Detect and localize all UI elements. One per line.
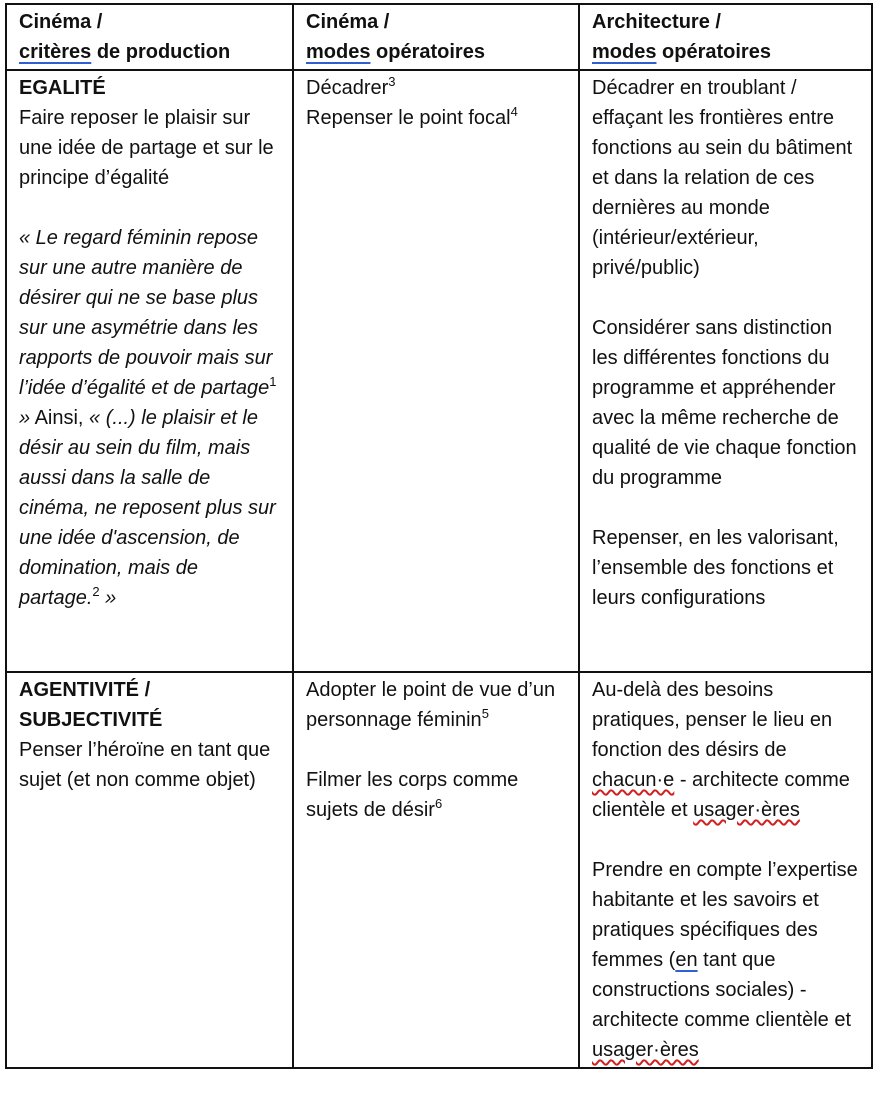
header-cinema-modes: Cinéma / modes opératoires bbox=[293, 4, 579, 70]
cell-egalite-criteria bbox=[6, 70, 293, 672]
spellcheck-word: chacun·e bbox=[592, 769, 675, 791]
cell-agentivite-cinema-modes: Adopter le point de vue d’un personnage féminin$^5$ Filmer les corps comme sujets de désir$^6$ bbox=[293, 672, 579, 1068]
footnote-ref: 2 bbox=[92, 584, 100, 599]
row-title: EGALITÉ bbox=[19, 77, 106, 99]
header-architecture-modes: Architecture / modes opératoires bbox=[579, 4, 872, 70]
grammar-word: en bbox=[675, 949, 698, 971]
underlined-word: modes bbox=[306, 41, 371, 63]
row-title: SUBJECTIVITÉ bbox=[19, 709, 163, 731]
paragraph: Repenser, en les valorisant, l’ensemble des fonctions et leurs configurations bbox=[592, 527, 839, 609]
footnote-ref: 4 bbox=[510, 104, 518, 119]
paragraph: Au-delà des besoins pratiques, penser le lieu en fonction des désirs de chacun·e - architecte comme clientèle et usager·ères bbox=[592, 679, 850, 821]
header-cinema-criteres: Cinéma / critères de production bbox=[6, 4, 293, 70]
footnote-ref: 3 bbox=[388, 74, 396, 89]
header-row bbox=[6, 4, 872, 70]
cell-egalite-architecture-modes bbox=[579, 70, 872, 672]
row-egalite bbox=[6, 70, 872, 672]
underlined-word: critères bbox=[19, 41, 92, 63]
row-agentivite bbox=[6, 672, 872, 1068]
row-title: AGENTIVITÉ / bbox=[19, 679, 151, 701]
footnote-ref: 1 bbox=[269, 374, 277, 389]
spellcheck-word: usager·ères bbox=[592, 1039, 699, 1061]
footnote-ref: 6 bbox=[434, 796, 443, 811]
cell-egalite-cinema-modes: Décadrer$^3$ Repenser le point focal$^4$ bbox=[293, 70, 579, 672]
cell-agentivite-criteria bbox=[6, 672, 293, 1068]
quote-block: « Le regard féminin repose sur une autre manière de désirer qui ne se base plus sur une asymétrie dans les rapports de pouvoir mais sur l’idée d’égalité et de partage$^1$ » Ainsi, « (...) le plaisir et le désir au sein du film, mais aussi dans la salle de cinéma, ne reposent plus sur une idée d'ascension, de domination, mais de partage.$^2$ » bbox=[19, 227, 277, 609]
spellcheck-word: usager·ères bbox=[693, 799, 800, 821]
paragraph: Considérer sans distinction les différentes fonctions du programme et appréhender avec la même recherche de qualité de vie chaque fonction du programme bbox=[592, 317, 857, 489]
underlined-word: modes bbox=[592, 41, 657, 63]
footnote-ref: 5 bbox=[481, 706, 489, 721]
row-description: Penser l’héroïne en tant que sujet (et non comme objet) bbox=[19, 739, 271, 791]
cell-agentivite-architecture-modes bbox=[579, 672, 872, 1068]
paragraph: Prendre en compte l’expertise habitante et les savoirs et pratiques spécifiques des femmes (en tant que constructions sociales) - architecte comme clientèle et usager·ères bbox=[592, 859, 858, 1061]
paragraph: Décadrer en troublant / effaçant les frontières entre fonctions au sein du bâtiment et dans la relation de ces dernières au monde (intérieur/extérieur, privé/public) bbox=[592, 77, 853, 279]
row-description: Faire reposer le plaisir sur une idée de partage et sur le principe d’égalité bbox=[19, 107, 274, 189]
criteria-table bbox=[5, 3, 873, 1069]
